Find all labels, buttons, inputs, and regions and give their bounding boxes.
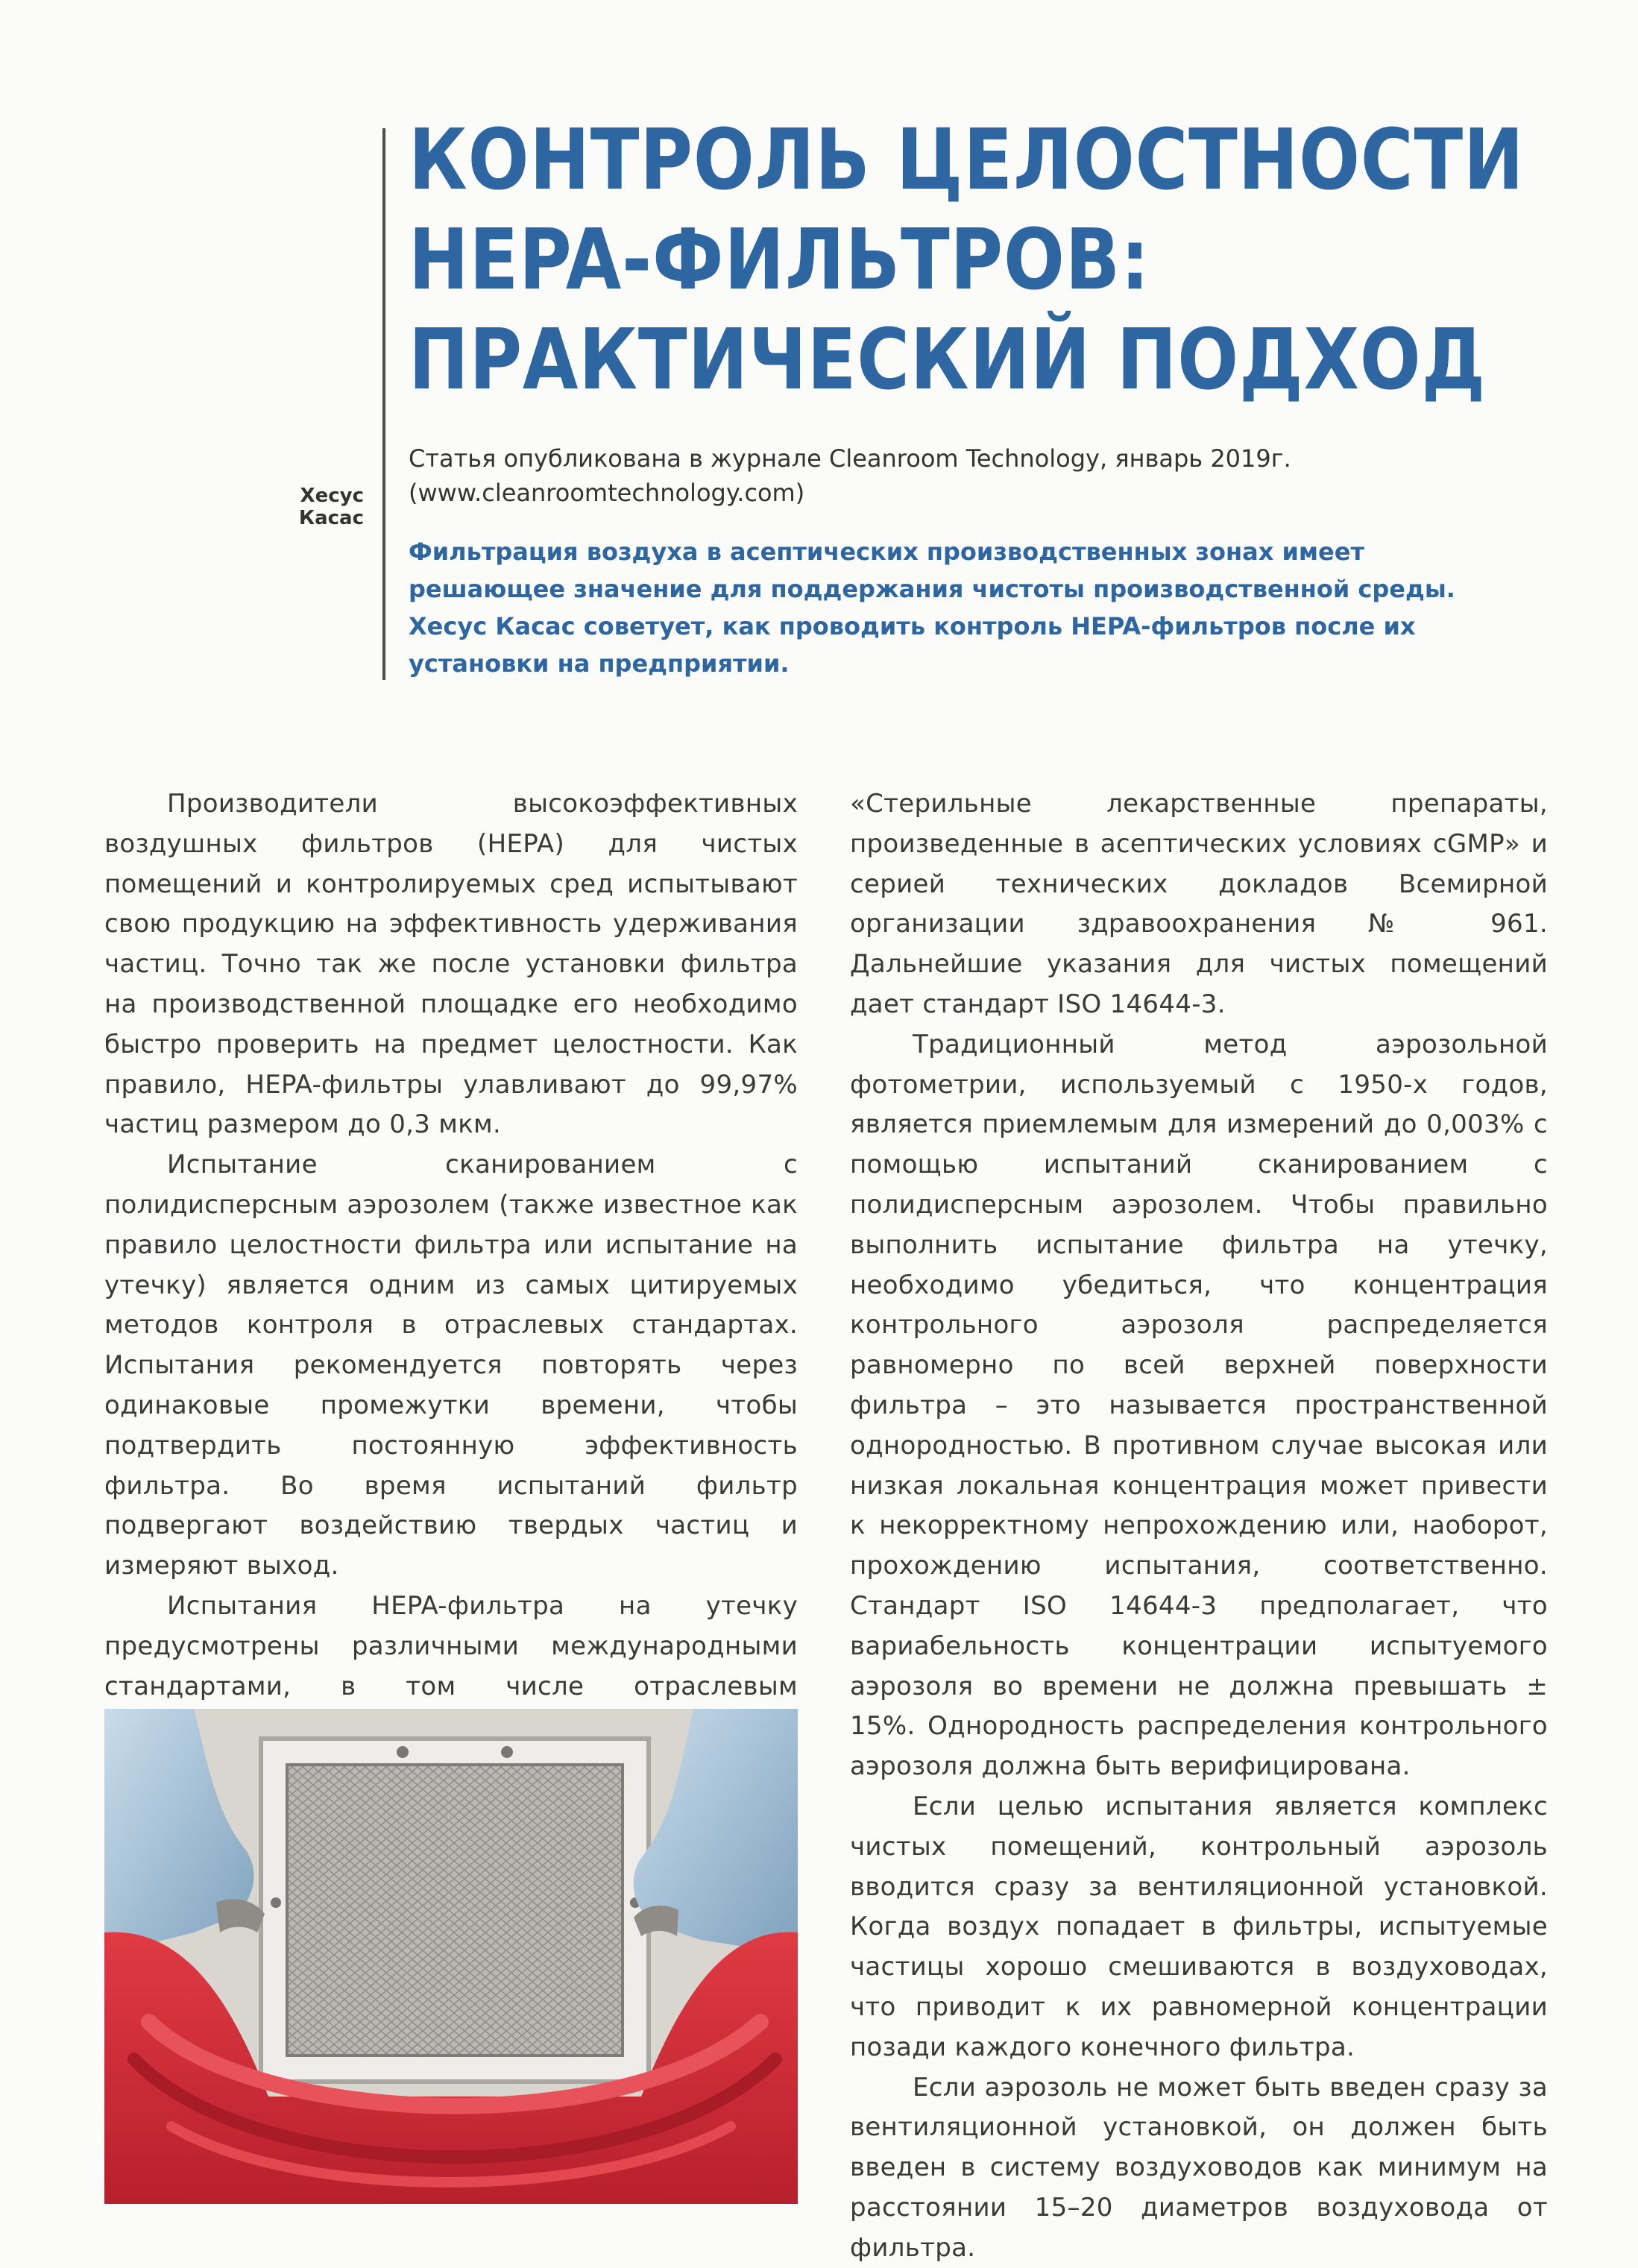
filter-photo-illustration [104,1709,798,2204]
author-name: Хесус Касас [231,485,364,529]
article-lead: Фильтрация воздуха в асептических производственных зонах имеет решающее значение для поддержания чистоты производственной среды. Хесус Касас советует, как проводить контроль HEPA-фильтров после их установки на предприятии. [409,533,1497,682]
body-column-right [850,784,1548,2268]
paragraph: Испытания HEPA-фильтра на утечку предусмотрены различными международными стандартами, в том числе отраслевым [104,1587,798,1747]
paragraph: Если целью испытания является комплекс чистых помещений, контрольный аэрозоль вводится сразу за вентиляционной установкой. Когда воздух попадает в фильтры, испытуемые частицы хорошо смешиваются в воздуховодах, что приводит к их равномерной концентрации позади каждого конечного фильтра. [850,1787,1548,2068]
title-line-1: КОНТРОЛЬ ЦЕЛОСТНОСТИ [409,110,1383,210]
paragraph: Испытание сканированием с полидисперсным аэрозолем (также известное как правило целостности фильтра или испытание на утечку) является одним из самых цитируемых методов контроля в отраслевых стандартах. Испытания рекомендуется повторять через одинаковые промежутки времени, чтобы подтвердить постоянную эффективность фильтра. Во время испытаний фильтр подвергают воздействию твердых частиц и измеряют выход. [104,1145,798,1587]
title-line-2: HEPA-ФИЛЬТРОВ: [409,210,1383,310]
publication-url: (www.cleanroomtechnology.com) [409,476,1452,510]
hepa-filter-photo [104,1709,798,2204]
paragraph: Традиционный метод аэрозольной фотометрии, используемый с 1950-х годов, является приемлемым для измерений до 0,003% с помощью испытаний сканированием с полидисперсным аэрозолем. Чтобы правильно выполнить испытание фильтра на утечку, необходимо убедиться, что концентрация контрольного аэрозоля распределяется равномерно по всей верхней поверхности фильтра – это называется пространственной однородностью. В противном случае высокая или низкая локальная концентрация может привести к некорректному непрохождению или, наоборот, прохождению испытания, соответственно. Стандарт ISO 14644-3 предполагает, что вариабельность концентрации испытуемого аэрозоля во времени не должна превышать ± 15%. Однородность распределения контрольного аэрозоля должна быть верифицирована. [850,1025,1548,1787]
paragraph: Производители высокоэффективных воздушных фильтров (HEPA) для чистых помещений и контролируемых сред испытывают свою продукцию на эффективность удерживания частиц. Точно так же после установки фильтра на производственной площадке его необходимо быстро проверить на предмет целостности. Как правило, HEPA-фильтры улавливают до 99,97% частиц размером до 0,3 мкм. [104,784,798,1145]
title-divider-rule [382,128,385,680]
body-column-left [104,784,798,1747]
publication-info [409,441,1452,510]
paragraph: «Стерильные лекарственные препараты, произведенные в асептических условиях cGMP» и серией технических докладов Всемирной организации здравоохранения № 961. Дальнейшие указания для чистых помещений дает стандарт ISO 14644-3. [850,784,1548,1025]
article-title [409,110,1383,410]
publication-source: Статья опубликована в журнале Cleanroom Technology, январь 2019г. [409,441,1452,476]
paragraph: Если аэрозоль не может быть введен сразу за вентиляционной установкой, он должен быть введен в систему воздуховодов как минимум на расстоянии 15–20 диаметров воздуховода от фильтра. [850,2068,1548,2268]
title-line-3: ПРАКТИЧЕСКИЙ ПОДХОД [409,310,1383,410]
